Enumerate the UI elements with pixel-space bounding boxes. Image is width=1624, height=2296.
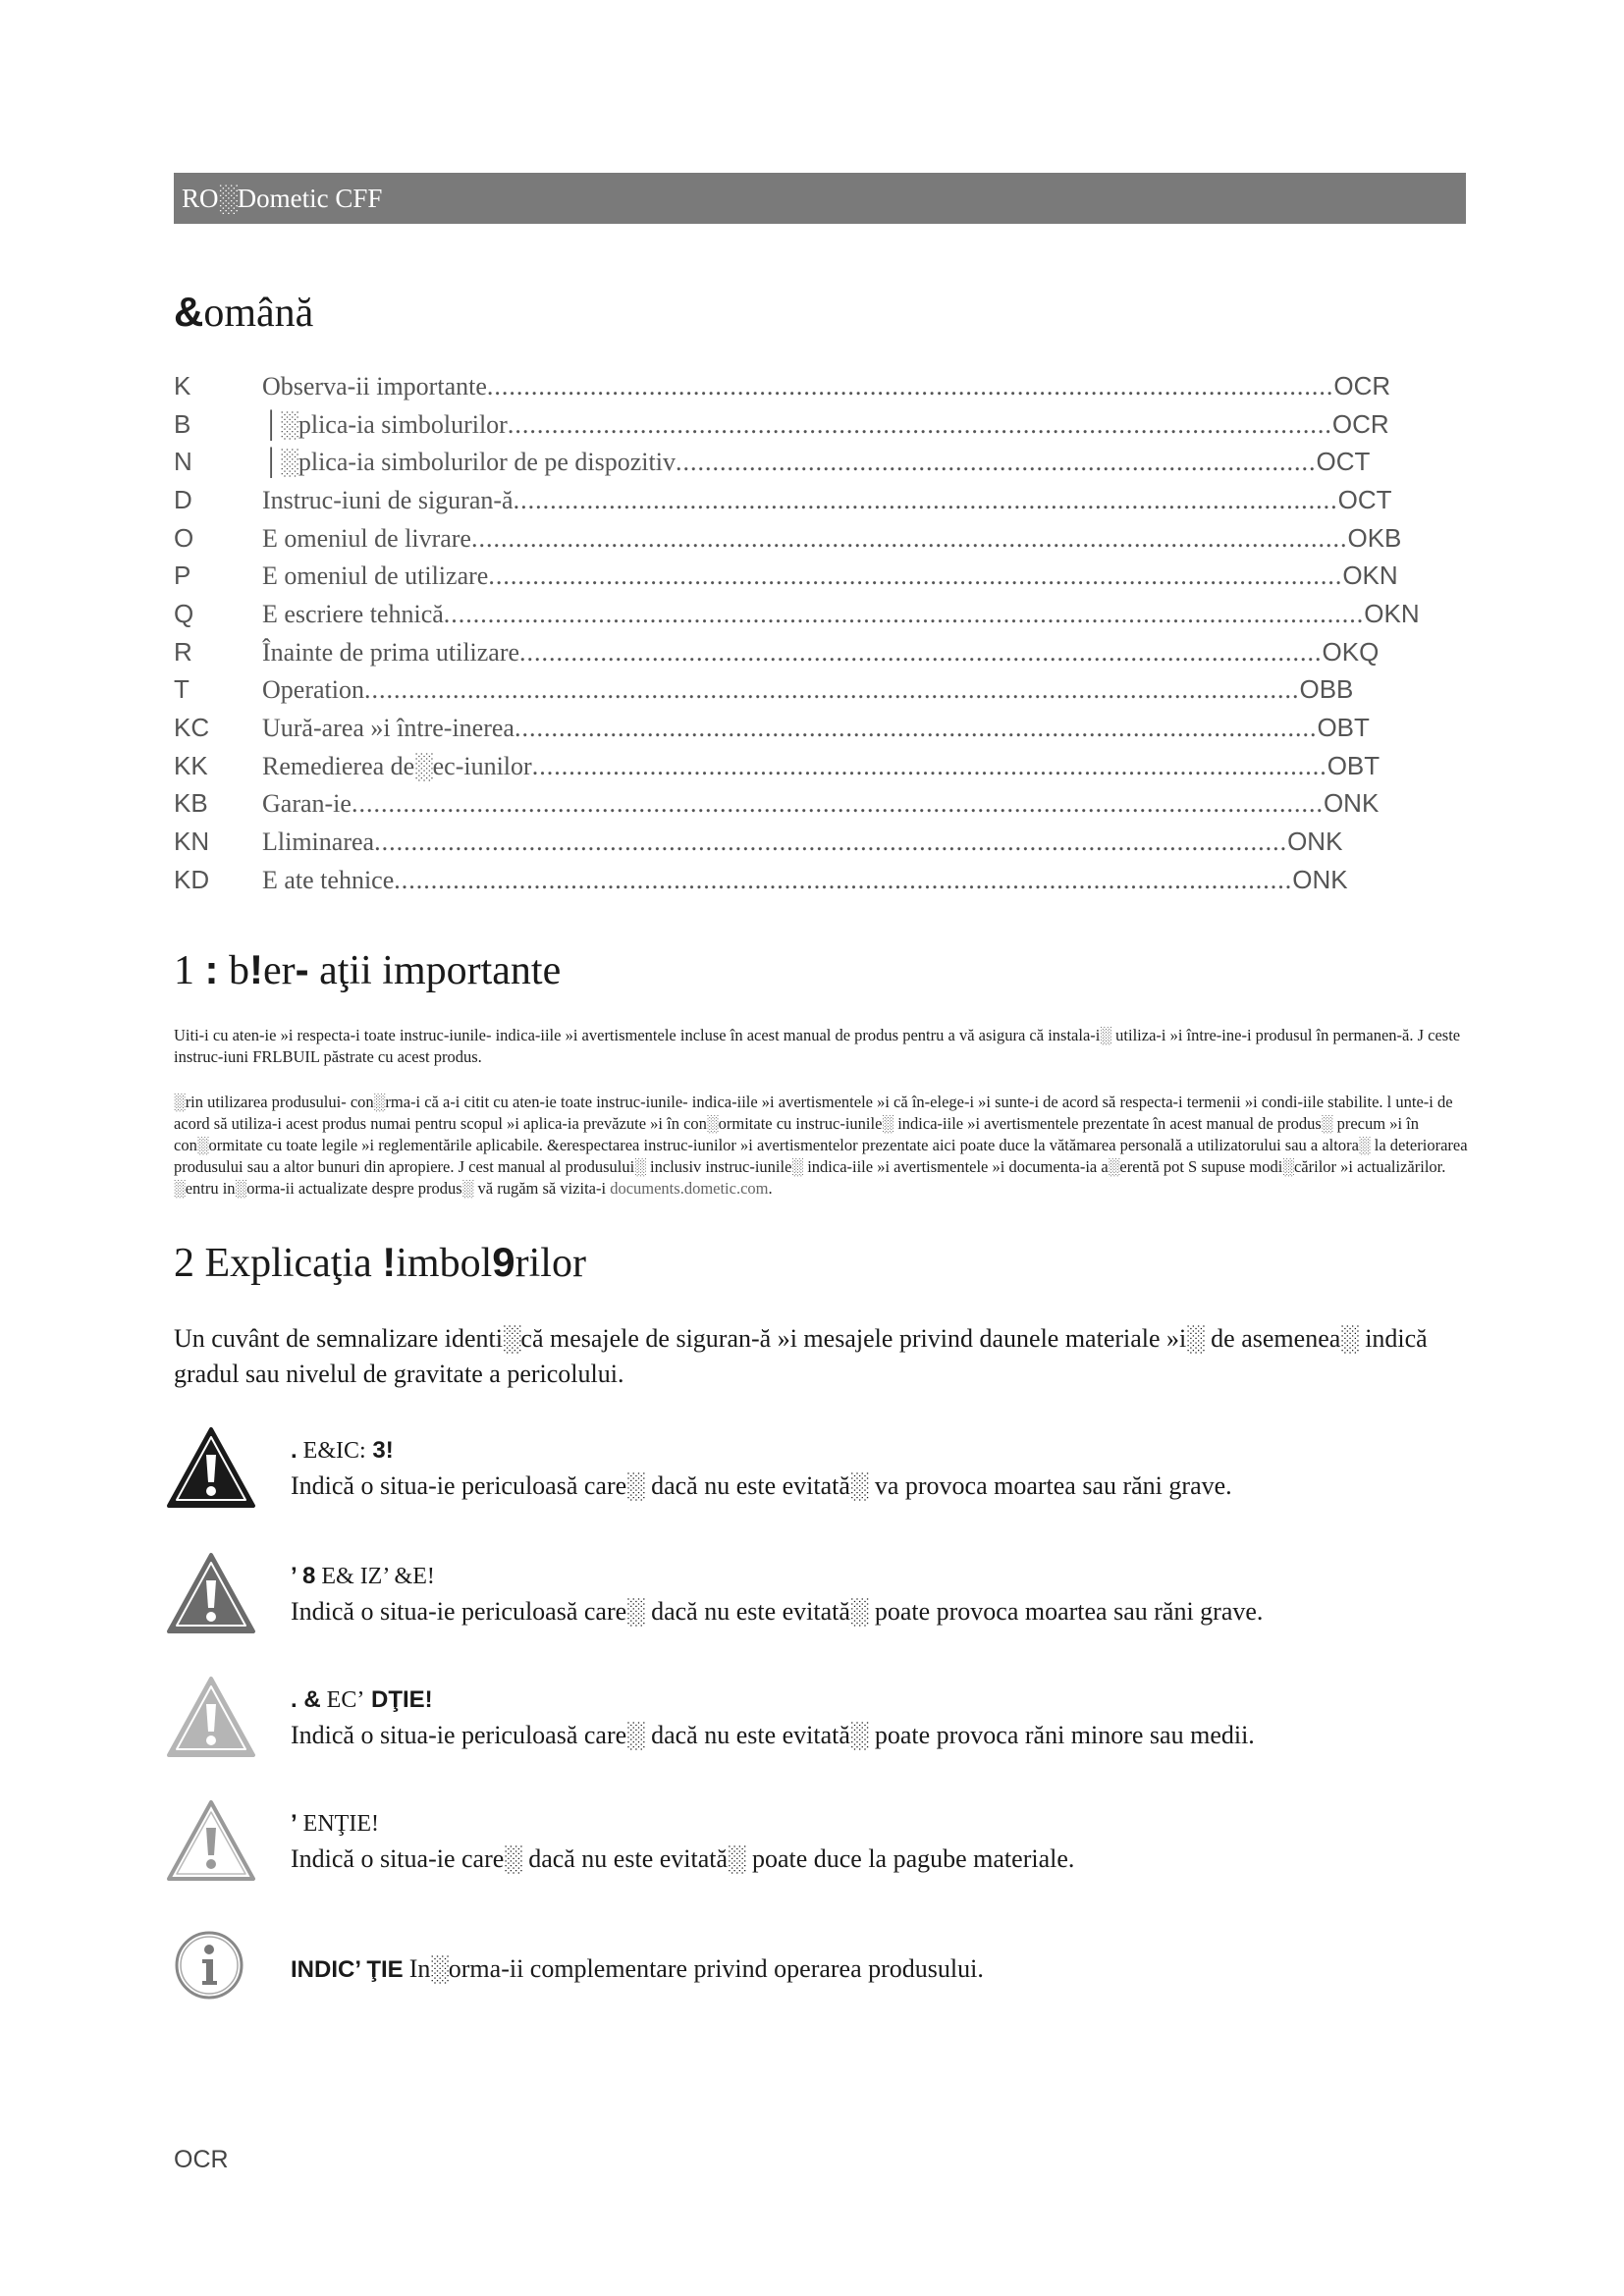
section-2-heading [174, 1239, 586, 1287]
toc-entry-title [262, 523, 1401, 554]
signal-word-part: ’ [291, 1810, 298, 1837]
toc-entry-page: OCT [1337, 485, 1392, 514]
signal-word [291, 1559, 1263, 1594]
toc-entry-title-text: E omeniul de livrare [262, 524, 471, 553]
toc-entry-title [262, 561, 1398, 591]
toc-entry-number: N [174, 447, 192, 476]
language-title-glyph: & [174, 289, 204, 335]
section-2-number: 2 [174, 1241, 194, 1286]
toc-entry-number: KC [174, 713, 210, 742]
signal-word [291, 1682, 1255, 1718]
toc-entry-title-text: E omeniul de utilizare [262, 561, 489, 590]
toc-entry-page: OCT [1316, 447, 1371, 476]
section-1-title-a: : [204, 946, 219, 992]
toc-entry-leader: ............................................................................................................. [514, 714, 1318, 742]
section-2-title-d: 9 [492, 1239, 515, 1285]
toc-entry-leader: ............................................................................................................................ [374, 828, 1288, 856]
toc-entry-number: O [174, 523, 194, 553]
signal-word-part: DŢIE! [364, 1686, 433, 1713]
toc-entry-title [262, 751, 1380, 781]
toc-entry-leader: ....................................................................................................................... [470, 524, 1348, 553]
notice-icon [167, 1798, 265, 1885]
toc-entry-number: P [174, 561, 191, 590]
symbol-row [167, 1551, 1473, 1659]
toc-entry-page: OCR [1333, 371, 1391, 400]
toc-entry-title-text: Operation [262, 675, 364, 704]
symbol-row [167, 1675, 1473, 1783]
section-1-paragraph-2-end: . [768, 1179, 773, 1198]
section-1-title-b: b [229, 948, 249, 993]
toc-entry-title [262, 599, 1420, 629]
language-title [174, 289, 313, 337]
toc-entry-leader: ............................................................................................................. [519, 638, 1323, 667]
symbol-row [167, 1798, 1473, 1906]
section-1-paragraph-1: Uiti‐i cu aten‐ie »i respecta‐i toate instruc‐iunile‐ indica‐iile »i avertismentele incluse în acest manual de produs pentru a vă asigura că instala‐i░ utiliza‐i »i între‐ine‐i produsul în permanen‐ă. J ceste instruc‐iuni FRLBUIL păstrate cu acest produs. [174, 1026, 1461, 1066]
info-icon [167, 1922, 265, 2008]
symbol-row [167, 1922, 1473, 2030]
toc-entry-title [262, 713, 1370, 743]
section-1-paragraph-2 [174, 1092, 1489, 1200]
symbol-text: Indică o situa‐ie periculoasă care░ dacă nu este evitată░ poate provoca răni minore sau medii. [291, 1721, 1255, 1749]
section-1-title-e: - [295, 946, 309, 992]
toc-entry-title [262, 865, 1348, 895]
signal-word-part: ’ 8 [291, 1563, 316, 1589]
signal-word [291, 1957, 409, 1983]
toc-entry-leader: ............................................................................................................................... [363, 675, 1300, 704]
symbol-description [291, 1433, 1232, 1504]
toc-entry-title [262, 827, 1342, 857]
toc-entry-title-text: Remedierea de░ec‐iunilor [262, 752, 532, 780]
symbol-text: Indică o situa‐ie care░ dacă nu este evitată░ poate duce la pagube materiale. [291, 1844, 1075, 1873]
toc-entry-leader: ............................................................................................................................. [443, 600, 1365, 628]
toc-entry-page: ONK [1323, 788, 1380, 818]
toc-entry-title [262, 637, 1379, 667]
signal-word-part: . [291, 1437, 298, 1464]
header-text: RO░Dometic CFF [182, 184, 383, 213]
symbol-description [291, 1559, 1263, 1629]
toc-entry-page: ONK [1287, 827, 1343, 856]
section-2-title-e: rilor [514, 1241, 586, 1286]
toc-entry-title-text: Uură‐area »i între‐inerea [262, 714, 514, 742]
section-1-heading [174, 946, 561, 994]
language-title-rest: omână [203, 291, 314, 336]
toc-entry-page: OCR [1331, 409, 1389, 439]
toc-entry-leader: ....................................................................................... [675, 448, 1317, 476]
toc-entry-leader: .......................................................................................................................... [394, 866, 1293, 894]
toc-entry-title-text: Garan‐ie [262, 789, 352, 818]
caution-icon [167, 1675, 265, 1761]
toc-entry-page: OBT [1317, 713, 1370, 742]
signal-word [291, 1806, 1074, 1842]
toc-entry-number: KB [174, 788, 208, 818]
toc-entry-page: OKQ [1322, 637, 1380, 667]
signal-word-part: E&IC: [302, 1438, 366, 1464]
warning-icon [167, 1551, 265, 1637]
toc-entry-title-text: Instruc‐iuni de siguran‐ă [262, 486, 514, 514]
signal-word-part: INDIC’ ŢIE [291, 1956, 404, 1983]
toc-entry-title [262, 674, 1353, 705]
symbol-text: Indică o situa‐ie periculoasă care░ dacă nu este evitată░ poate provoca moartea sau răni grave. [291, 1597, 1264, 1626]
toc-entry-title [262, 788, 1379, 819]
toc-entry-number: KK [174, 751, 208, 780]
toc-entry-page: OBB [1299, 674, 1354, 704]
page-number: OCR [174, 2146, 229, 2173]
symbol-description [291, 1951, 984, 1988]
section-1-title-f: aţii importante [319, 948, 562, 993]
symbol-description [291, 1806, 1074, 1877]
section-1-paragraph-2-text: ░rin utilizarea produsului‐ con░rma‐i că a‐i citit cu aten‐ie toate instruc‐iunile‐ indica‐iile »i avertismentele »i că în‐elege‐i »i sunte‐i de acord să respecta‐i termenii »i condi‐iile stabilite. l unte‐i de acord să utiliza‐i acest produs numai pentru scopul »i aplica‐ia prevăzute »i în con░ormitate cu instruc‐iunile░ indica‐iile »i avertismentele prezentate în acest manual de produs░ precum »i în con░ormitate cu toate legile »i reglementările aplicabile. &erespectarea instruc‐iunilor »i avertismentelor prezentate aici poate duce la vătămarea personală a utilizatorului sau a altora░ la deteriorarea produsului sau a altor bunuri din apropiere. J cest manual al produsului░ inclusiv instruc‐iunile░ indica‐iile »i avertismentele »i documenta‐ia a░erentă pot S supuse modi░cărilor »i actualizărilor. ░entru in░orma‐ii actualizate despre produs░ vă rugăm să vizita‐i [174, 1093, 1468, 1198]
symbol-text: Indică o situa‐ie periculoasă care░ dacă nu este evitată░ va provoca moartea sau răni grave. [291, 1471, 1232, 1500]
toc-entry-number: D [174, 485, 192, 514]
signal-word [291, 1433, 1232, 1468]
section-1-title-d: er [263, 948, 296, 993]
toc-entry-title-text: Observa‐ii importante [262, 372, 487, 400]
documents-link[interactable]: documents.dometic.com [610, 1179, 769, 1198]
toc-entry-number: B [174, 409, 191, 439]
toc-entry-leader: .................................................................................................................... [488, 561, 1343, 590]
toc-entry-number: R [174, 637, 192, 667]
signal-word-part: ENŢIE! [302, 1811, 379, 1837]
symbol-description [291, 1682, 1255, 1753]
toc-entry-title-text: E escriere tehnică [262, 600, 444, 628]
toc-entry-title [262, 485, 1391, 515]
symbol-row [167, 1425, 1473, 1533]
signal-word-part: E& IZ’ &E! [321, 1564, 435, 1589]
header-bar [174, 173, 1466, 224]
toc-entry-title [262, 371, 1390, 401]
section-2-intro: Un cuvânt de semnalizare identi░că mesajele de siguran‐ă »i mesajele privind daunele materiale »i░ de asemenea░ indică gradul sau nivelul de gravitate a pericolului. [174, 1324, 1428, 1388]
danger-icon [167, 1425, 265, 1512]
toc-entry-title-text: Lliminarea [262, 828, 375, 856]
signal-word-part: . & [291, 1686, 321, 1713]
toc-entry-leader: .................................................................................................................................... [351, 789, 1324, 818]
section-2-title-a: Explicaţia [204, 1241, 372, 1286]
toc-entry-title [262, 409, 1389, 440]
toc-entry-title [262, 447, 1370, 477]
toc-entry-title-text: Înainte de prima utilizare [262, 638, 520, 667]
toc-entry-number: T [174, 674, 189, 704]
signal-word-part: EC’ [326, 1687, 365, 1713]
toc-entry-number: K [174, 371, 191, 400]
toc-entry-leader: ............................................................................................................ [531, 752, 1327, 780]
toc-entry-page: OKN [1342, 561, 1398, 590]
symbol-text: In░orma‐ii complementare privind operarea produsului. [408, 1954, 984, 1983]
section-2-title-c: imbol [396, 1241, 493, 1286]
toc-entry-title-text: │░plica‐ia simbolurilor de pe dispozitiv [262, 448, 676, 476]
toc-entry-title-text: E ate tehnice [262, 866, 395, 894]
section-1-title-c: ! [249, 946, 263, 992]
toc-entry-leader: ................................................................................................................ [513, 486, 1338, 514]
toc-entry-number: KD [174, 865, 210, 894]
toc-entry-title-text: │░plica‐ia simbolurilor [262, 410, 508, 439]
toc-entry-number: KN [174, 827, 210, 856]
toc-entry-page: OKN [1364, 599, 1420, 628]
toc-entry-number: Q [174, 599, 194, 628]
section-1-number: 1 [174, 948, 194, 993]
toc-entry-page: ONK [1292, 865, 1348, 894]
signal-word-part: 3! [365, 1437, 394, 1464]
toc-entry-page: OBT [1326, 751, 1380, 780]
toc-entry-page: OKB [1347, 523, 1402, 553]
toc-entry-leader: ................................................................................................................... [486, 372, 1334, 400]
toc-entry-leader: ................................................................................................................ [507, 410, 1332, 439]
section-2-title-b: ! [382, 1239, 397, 1285]
